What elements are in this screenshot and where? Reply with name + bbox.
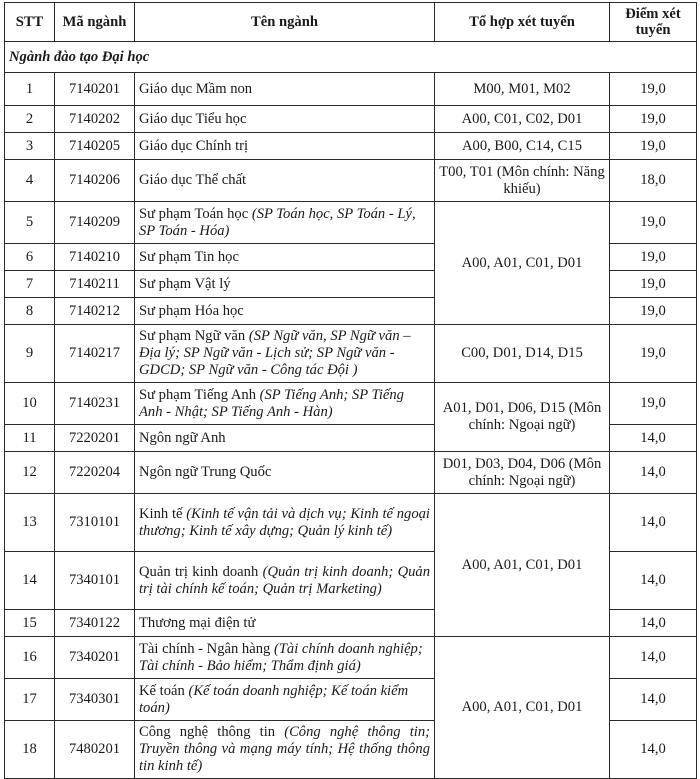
cell-code: 7220204: [55, 452, 135, 494]
table-row: [5, 383, 697, 425]
cell-stt: 18: [5, 721, 55, 779]
cell-code: 7140211: [55, 271, 135, 298]
cell-code: 7140201: [55, 73, 135, 106]
cell-code: 7480201: [55, 721, 135, 779]
major-note: (Công nghệ thông tin; Truyền thông và mạng máy tính; Hệ thống thông tin kinh tế): [139, 724, 430, 774]
table-row: [5, 494, 697, 552]
cell-stt: 10: [5, 383, 55, 425]
cell-name: [135, 637, 435, 679]
major-note: (Kinh tế vận tải và dịch vụ; Kinh tế ngoại thương; Kinh tế xây dựng; Quản lý kinh tế): [139, 505, 430, 539]
cell-score: 14,0: [610, 494, 697, 552]
cell-stt: 4: [5, 160, 55, 202]
cell-stt: 14: [5, 552, 55, 610]
major-name: Kinh tế: [139, 505, 187, 522]
cell-stt: 1: [5, 73, 55, 106]
cell-code: 7140206: [55, 160, 135, 202]
major-name: Sư phạm Tiếng Anh: [139, 386, 260, 403]
cell-stt: 9: [5, 325, 55, 383]
major-name: Kế toán: [139, 682, 189, 699]
major-name: Giáo dục Tiểu học: [139, 110, 247, 127]
cell-name: [135, 494, 435, 552]
cell-stt: 2: [5, 106, 55, 133]
major-name: Sư phạm Ngữ văn: [139, 328, 249, 345]
cell-score: 14,0: [610, 721, 697, 779]
cell-score: 19,0: [610, 202, 697, 244]
major-name: Giáo dục Mầm non: [139, 80, 253, 97]
cell-score: 19,0: [610, 271, 697, 298]
cell-code: 7310101: [55, 494, 135, 552]
cell-combo-merged: A00, A01, C01, D01: [435, 494, 610, 637]
header-combo: Tổ hợp xét tuyển: [435, 3, 610, 42]
cell-name: [135, 721, 435, 779]
cell-combo-merged: A01, D01, D06, D15 (Môn chính: Ngoại ngữ): [435, 383, 610, 452]
cell-score: 19,0: [610, 325, 697, 383]
cell-name: [135, 452, 435, 494]
cell-code: 7340201: [55, 637, 135, 679]
cell-score: 18,0: [610, 160, 697, 202]
cell-stt: 7: [5, 271, 55, 298]
cell-combo: C00, D01, D14, D15: [435, 325, 610, 383]
cell-name: [135, 610, 435, 637]
major-name: Giáo dục Thể chất: [139, 172, 247, 189]
cell-score: 19,0: [610, 133, 697, 160]
major-name: Giáo dục Chính trị: [139, 137, 249, 154]
cell-combo: T00, T01 (Môn chính: Năng khiếu): [435, 160, 610, 202]
table-row: [5, 452, 697, 494]
cell-stt: 17: [5, 679, 55, 721]
cell-code: 7340301: [55, 679, 135, 721]
cell-code: 7140231: [55, 383, 135, 425]
cell-code: 7140210: [55, 244, 135, 271]
cell-score: 14,0: [610, 425, 697, 452]
cell-stt: 13: [5, 494, 55, 552]
cell-stt: 3: [5, 133, 55, 160]
cell-code: 7140212: [55, 298, 135, 325]
cell-name: [135, 202, 435, 244]
cell-name: [135, 244, 435, 271]
header-code: Mã ngành: [55, 3, 135, 42]
table-row: [5, 160, 697, 202]
cell-stt: 16: [5, 637, 55, 679]
cell-stt: 12: [5, 452, 55, 494]
cell-code: 7340101: [55, 552, 135, 610]
table-row: [5, 325, 697, 383]
cell-code: 7340122: [55, 610, 135, 637]
cell-name: [135, 325, 435, 383]
major-note: (Quản trị kinh doanh; Quản trị tài chính kế toán; Quản trị Marketing): [139, 563, 430, 597]
header-row: [5, 3, 697, 42]
cell-name: [135, 425, 435, 452]
cell-name: [135, 133, 435, 160]
major-name: Sư phạm Vật lý: [139, 275, 231, 292]
major-name: Ngôn ngữ Trung Quốc: [139, 464, 272, 481]
header-stt: STT: [5, 3, 55, 42]
cell-stt: 11: [5, 425, 55, 452]
section-row: [5, 42, 697, 73]
cell-code: 7140205: [55, 133, 135, 160]
major-name: Ngôn ngữ Anh: [139, 429, 226, 446]
cell-name: [135, 552, 435, 610]
cell-stt: 5: [5, 202, 55, 244]
cell-score: 19,0: [610, 298, 697, 325]
cell-score: 14,0: [610, 610, 697, 637]
cell-name: [135, 160, 435, 202]
major-name: Công nghệ thông tin: [139, 724, 285, 741]
cell-code: 7140209: [55, 202, 135, 244]
cell-code: 7140217: [55, 325, 135, 383]
cell-name: [135, 298, 435, 325]
cell-combo-merged: A00, A01, C01, D01: [435, 637, 610, 779]
major-name: Sư phạm Tin học: [139, 248, 239, 265]
cell-score: 19,0: [610, 244, 697, 271]
table-row: [5, 637, 697, 679]
major-name: Quản trị kinh doanh: [139, 563, 263, 580]
cell-name: [135, 106, 435, 133]
cell-combo: A00, B00, C14, C15: [435, 133, 610, 160]
cell-code: 7140202: [55, 106, 135, 133]
cell-score: 19,0: [610, 73, 697, 106]
major-note: (SP Ngữ văn, SP Ngữ văn – Địa lý; SP Ngữ văn - Lịch sử; SP Ngữ văn - GDCD; SP Ngữ văn - Công tác Đội ): [139, 328, 411, 378]
cell-combo: M00, M01, M02: [435, 73, 610, 106]
header-score: Điểm xét tuyển: [610, 3, 697, 42]
major-note: (SP Tiếng Anh; SP Tiếng Anh - Nhật; SP Tiếng Anh - Hàn): [139, 386, 404, 420]
table-row: [5, 106, 697, 133]
cell-score: 19,0: [610, 106, 697, 133]
cell-score: 14,0: [610, 637, 697, 679]
major-note: (Kế toán doanh nghiệp; Kế toán kiểm toán): [139, 682, 409, 716]
cell-name: [135, 73, 435, 106]
cell-combo: A00, C01, C02, D01: [435, 106, 610, 133]
major-note: (Tài chính doanh nghiệp; Tài chính - Bảo hiểm; Thẩm định giá): [139, 640, 423, 674]
major-name: Sư phạm Hóa học: [139, 302, 244, 319]
major-name: Thương mại điện tử: [139, 614, 256, 631]
cell-name: [135, 679, 435, 721]
table-row: [5, 133, 697, 160]
section-title: Ngành đào tạo Đại học: [5, 42, 697, 73]
admission-score-table: [4, 2, 697, 779]
cell-stt: 6: [5, 244, 55, 271]
table-row: [5, 73, 697, 106]
cell-stt: 15: [5, 610, 55, 637]
cell-score: 19,0: [610, 383, 697, 425]
major-name: Sư phạm Toán học: [139, 205, 252, 222]
cell-combo: D01, D03, D04, D06 (Môn chính: Ngoại ngữ): [435, 452, 610, 494]
cell-score: 14,0: [610, 552, 697, 610]
cell-score: 14,0: [610, 452, 697, 494]
table-row: [5, 202, 697, 244]
major-note: (SP Toán học, SP Toán - Lý, SP Toán - Hóa): [139, 205, 416, 239]
cell-name: [135, 271, 435, 298]
major-name: Tài chính - Ngân hàng: [139, 640, 274, 657]
cell-score: 14,0: [610, 679, 697, 721]
cell-name: [135, 383, 435, 425]
cell-stt: 8: [5, 298, 55, 325]
cell-combo-merged: A00, A01, C01, D01: [435, 202, 610, 325]
header-name: Tên ngành: [135, 3, 435, 42]
cell-code: 7220201: [55, 425, 135, 452]
